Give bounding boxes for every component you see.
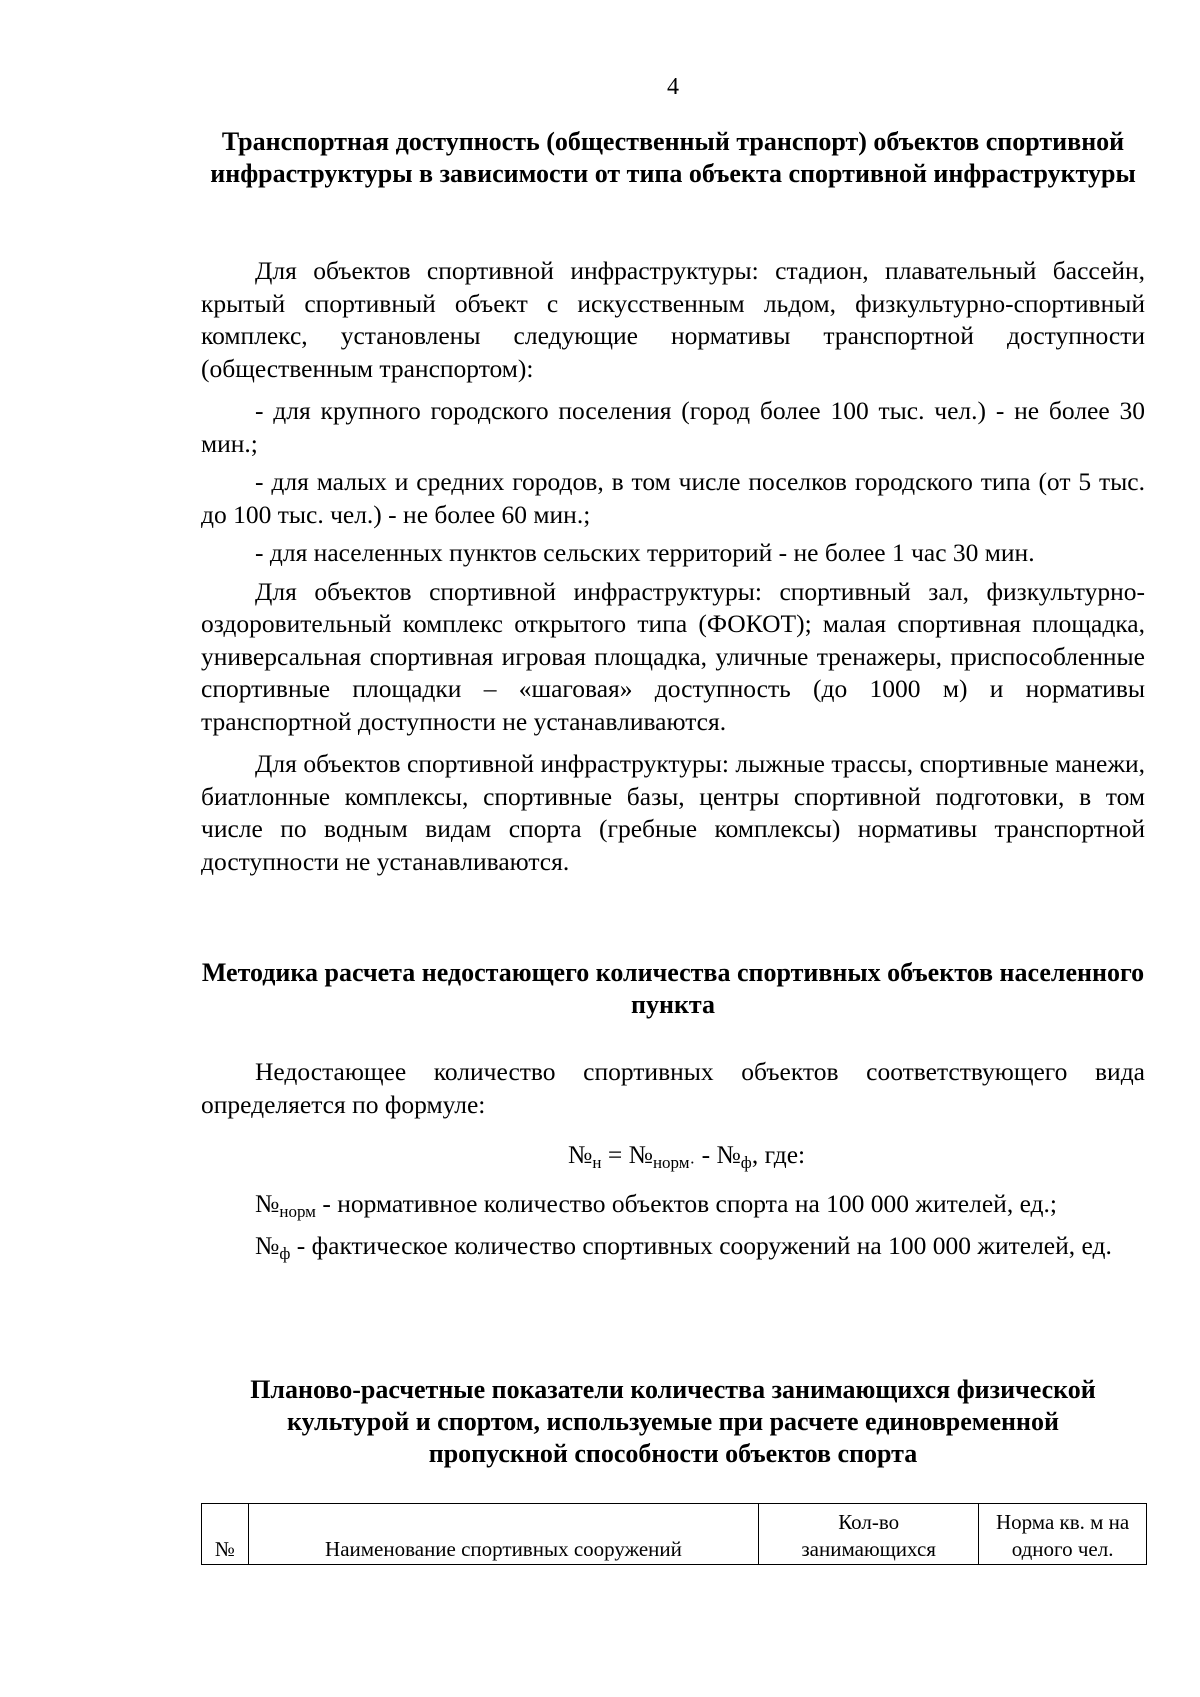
section-title-calculation-method: Методика расчета недостающего количества спортивных объектов населенного пункта <box>201 958 1145 1019</box>
definition-actual <box>201 1230 1145 1263</box>
definition-subscript: ф <box>279 1244 291 1263</box>
formula-operator: - <box>695 1140 717 1169</box>
definition-text: - нормативное количество объектов спорта на 100 000 жителей, ед.; <box>315 1188 1057 1218</box>
formula-symbol: № <box>568 1140 593 1169</box>
section-title-transport-accessibility: Транспортная доступность (общественный транспорт) объектов спортивной инфраструктуры в зависимости от типа объекта спортивной инфраструктуры <box>210 127 1136 188</box>
header-norm-line1: Норма кв. м на <box>995 1510 1130 1534</box>
paragraph-small-city: - для малых и средних городов, в том числе поселков городского типа (от 5 тыс. до 100 тыс. чел.) - не более 60 мин.; <box>201 467 1145 529</box>
page-number: 4 <box>667 74 679 100</box>
formula-subscript: н <box>592 1153 602 1172</box>
header-count-line2: занимающихся <box>801 1537 936 1561</box>
paragraph-large-city: - для крупного городского поселения (город более 100 тыс. чел.) - не более 30 мин.; <box>201 396 1145 458</box>
paragraph-formula-intro: Недостающее количество спортивных объектов соответствующего вида определяется по формуле: <box>201 1057 1145 1119</box>
paragraph-facilities-list: Для объектов спортивной инфраструктуры: стадион, плавательный бассейн, крытый спортивный объект с искусственным льдом, физкультурно-спортивный комплекс, установлены следующие нормативы транспортной доступности (общественным транспортом): <box>201 256 1145 383</box>
table-header-row <box>202 1504 1147 1565</box>
definition-text: - фактическое количество спортивных сооружений на 100 000 жителей, ед. <box>290 1231 1112 1260</box>
formula <box>201 1139 1145 1172</box>
definition-symbol: № <box>255 1231 280 1260</box>
formula-tail: , где: <box>751 1140 806 1169</box>
header-norm-line2: одного чел. <box>1011 1537 1114 1561</box>
definition-norm <box>201 1188 1145 1221</box>
header-number: № <box>202 1504 249 1565</box>
definition-symbol: № <box>255 1188 280 1218</box>
definition-subscript: норм <box>279 1201 316 1221</box>
paragraph-walking-distance: Для объектов спортивной инфраструктуры: спортивный зал, физкультурно-оздоровительный комплекс открытого типа (ФОКОТ); малая спортивная площадка, универсальная спортивная игровая площадка, уличные тренажеры, приспособленные спортивные площадки – «шаговая» доступность (до 1000 м) и нормативы транспортной доступности не устанавливаются. <box>201 576 1145 736</box>
header-count-line1: Кол-во <box>838 1510 900 1534</box>
paragraph-no-norms: Для объектов спортивной инфраструктуры: лыжные трассы, спортивные манежи, биатлонные комплексы, спортивные базы, центры спортивной подготовки, в том числе по водным видам спорта (гребные комплексы) нормативы транспортной доступности не устанавливаются. <box>201 749 1145 876</box>
header-facility-name: Наименование спортивных сооружений <box>248 1504 758 1565</box>
formula-symbol: № <box>628 1140 653 1169</box>
formula-operator: = <box>601 1140 629 1169</box>
header-participant-count <box>759 1504 979 1565</box>
section-title-capacity-indicators: Планово-расчетные показатели количества занимающихся физической культурой и спортом, используемые при расчете единовременной пропускной способности объектов спорта <box>250 1375 1096 1468</box>
header-area-norm <box>979 1504 1147 1565</box>
paragraph-rural: - для населенных пунктов сельских территорий - не более 1 час 30 мин. <box>255 538 1035 567</box>
formula-subscript: норм· <box>652 1153 696 1172</box>
formula-symbol: № <box>716 1140 741 1169</box>
sports-facilities-table <box>201 1503 1147 1565</box>
section-body-calculation-method <box>201 1056 1145 1273</box>
formula-subscript: ф <box>740 1153 752 1172</box>
section-body-transport-accessibility <box>201 255 1145 888</box>
